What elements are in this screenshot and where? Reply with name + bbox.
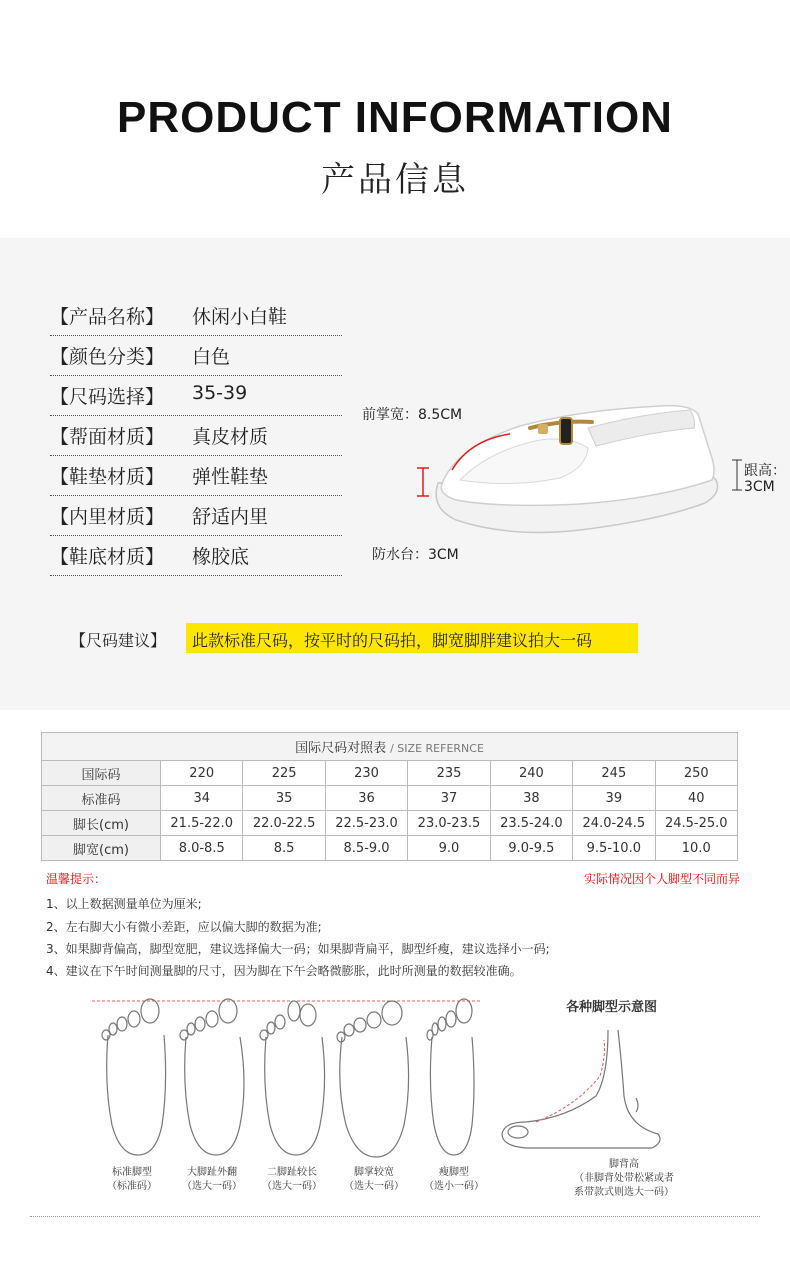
spec-label: 【尺码选择】: [50, 386, 165, 408]
spec-row-upper: [50, 416, 342, 456]
table-cell: 9.5-10.0: [573, 836, 655, 861]
row-header: 国际码: [42, 761, 161, 786]
spec-row-size: [50, 376, 342, 416]
table-cell: 37: [408, 786, 490, 811]
spec-label: 【鞋垫材质】: [50, 466, 165, 488]
table-row: [42, 811, 738, 836]
row-header: 标准码: [42, 786, 161, 811]
spec-row-lining: [50, 496, 342, 536]
foot-type-name: 脚掌较宽: [354, 1167, 394, 1178]
table-cell: 36: [325, 786, 407, 811]
table-cell: 9.0: [408, 836, 490, 861]
caption-line: 系带款式则选大一码）: [574, 1187, 674, 1198]
spec-value: 白色: [192, 346, 231, 368]
product-info-section: [0, 238, 790, 710]
tips-disclaimer: 实际情况因个人脚型不同而异: [583, 872, 740, 886]
foot-type-name: 瘦脚型: [439, 1167, 469, 1178]
table-cell: 22.5-23.0: [325, 811, 407, 836]
table-cell: 23.5-24.0: [490, 811, 572, 836]
foot-type-name: 二脚趾较长: [267, 1167, 317, 1178]
table-title-cn: 国际尺码对照表: [295, 741, 387, 756]
spec-row-color: [50, 336, 342, 376]
table-cell: 35: [243, 786, 325, 811]
heel-height-label: 跟高：: [744, 463, 786, 479]
spec-value: 真皮材质: [192, 426, 269, 448]
foot-type-thin: [414, 1166, 494, 1194]
table-cell: 24.0-24.5: [573, 811, 655, 836]
spec-label: 【帮面材质】: [50, 426, 165, 448]
table-cell: 22.0-22.5: [243, 811, 325, 836]
table-row: [42, 786, 738, 811]
title-chinese: 产品信息: [321, 160, 469, 200]
table-cell: 8.0-8.5: [161, 836, 243, 861]
table-cell: 24.5-25.0: [655, 811, 737, 836]
title-english: PRODUCT INFORMATION: [117, 93, 673, 142]
table-cell: 38: [490, 786, 572, 811]
bottom-divider: [30, 1216, 760, 1217]
table-cell: 230: [325, 761, 407, 786]
spec-row-insole: [50, 456, 342, 496]
table-cell: 39: [573, 786, 655, 811]
heel-height-value: 3CM: [744, 479, 775, 495]
table-row: [42, 761, 738, 786]
table-row: [42, 836, 738, 861]
size-advice-text: 此款标准尺码，按平时的尺码拍，脚宽脚胖建议拍大一码: [192, 631, 593, 650]
platform-height-label: 防水台：3CM: [372, 547, 459, 563]
tip-note: 4、建议在下午时间测量脚的尺寸，因为脚在下午会略微膨胀，此时所测量的数据较准确。: [46, 964, 522, 978]
caption-line: （非脚背处带松紧或者: [574, 1173, 674, 1184]
spec-value: 舒适内里: [192, 506, 269, 528]
table-cell: 10.0: [655, 836, 737, 861]
spec-value: 休闲小白鞋: [192, 306, 288, 328]
high-instep-caption: [524, 1158, 724, 1200]
table-cell: 34: [161, 786, 243, 811]
size-reference-table: [41, 732, 738, 861]
foot-type-standard: [92, 1166, 172, 1194]
foot-type-advice: （选大一码）: [182, 1181, 242, 1192]
spec-value: 弹性鞋垫: [192, 466, 269, 488]
table-cell: 23.0-23.5: [408, 811, 490, 836]
table-cell: 21.5-22.0: [161, 811, 243, 836]
table-cell: 225: [243, 761, 325, 786]
spec-label: 【鞋底材质】: [50, 546, 165, 568]
foot-diagram-title: 各种脚型示意图: [566, 1000, 658, 1015]
foot-type-wide: [334, 1166, 414, 1194]
tip-note: 3、如果脚背偏高，脚型宽肥，建议选择偏大一码；如果脚背扁平，脚型纤瘦，建议选择小一码;: [46, 942, 550, 956]
spec-label: 【产品名称】: [50, 306, 165, 328]
tip-note: 2、左右脚大小有微小差距，应以偏大脚的数据为准;: [46, 920, 322, 934]
table-cell: 40: [655, 786, 737, 811]
size-advice-label: 【尺码建议】: [70, 631, 167, 650]
foot-outlines: [90, 995, 500, 1165]
table-cell: 235: [408, 761, 490, 786]
table-title: [42, 733, 738, 761]
foot-type-advice: （标准码）: [107, 1181, 157, 1192]
spec-label: 【颜色分类】: [50, 346, 165, 368]
table-cell: 9.0-9.5: [490, 836, 572, 861]
foot-type-long-toe: [252, 1166, 332, 1194]
table-title-en: / SIZE REFERNCE: [390, 742, 484, 755]
foot-type-name: 标准脚型: [112, 1167, 152, 1178]
table-cell: 8.5: [243, 836, 325, 861]
foot-type-advice: （选小一码）: [424, 1181, 484, 1192]
table-cell: 240: [490, 761, 572, 786]
foot-type-name: 大脚趾外翻: [187, 1167, 237, 1178]
table-cell: 220: [161, 761, 243, 786]
row-header: 脚长(cm): [42, 811, 161, 836]
tip-note: 1、以上数据测量单位为厘米;: [46, 897, 202, 911]
tips-label: 温馨提示：: [46, 872, 107, 886]
size-advice-highlight: [186, 623, 638, 653]
spec-row-sole: [50, 536, 342, 576]
row-header: 脚宽(cm): [42, 836, 161, 861]
spec-label: 【内里材质】: [50, 506, 165, 528]
header-section: [0, 0, 790, 238]
spec-value: 35-39: [192, 382, 248, 404]
table-cell: 8.5-9.0: [325, 836, 407, 861]
caption-line: 脚背高: [609, 1159, 639, 1170]
foot-type-bunion: [172, 1166, 252, 1194]
spec-row-name: [50, 296, 342, 336]
forefoot-width-label: 前掌宽：8.5CM: [362, 407, 463, 423]
high-instep-foot-icon: [496, 1026, 676, 1156]
table-cell: 245: [573, 761, 655, 786]
table-cell: 250: [655, 761, 737, 786]
spec-value: 橡胶底: [192, 546, 250, 568]
foot-type-advice: （选大一码）: [344, 1181, 404, 1192]
foot-type-advice: （选大一码）: [262, 1181, 322, 1192]
